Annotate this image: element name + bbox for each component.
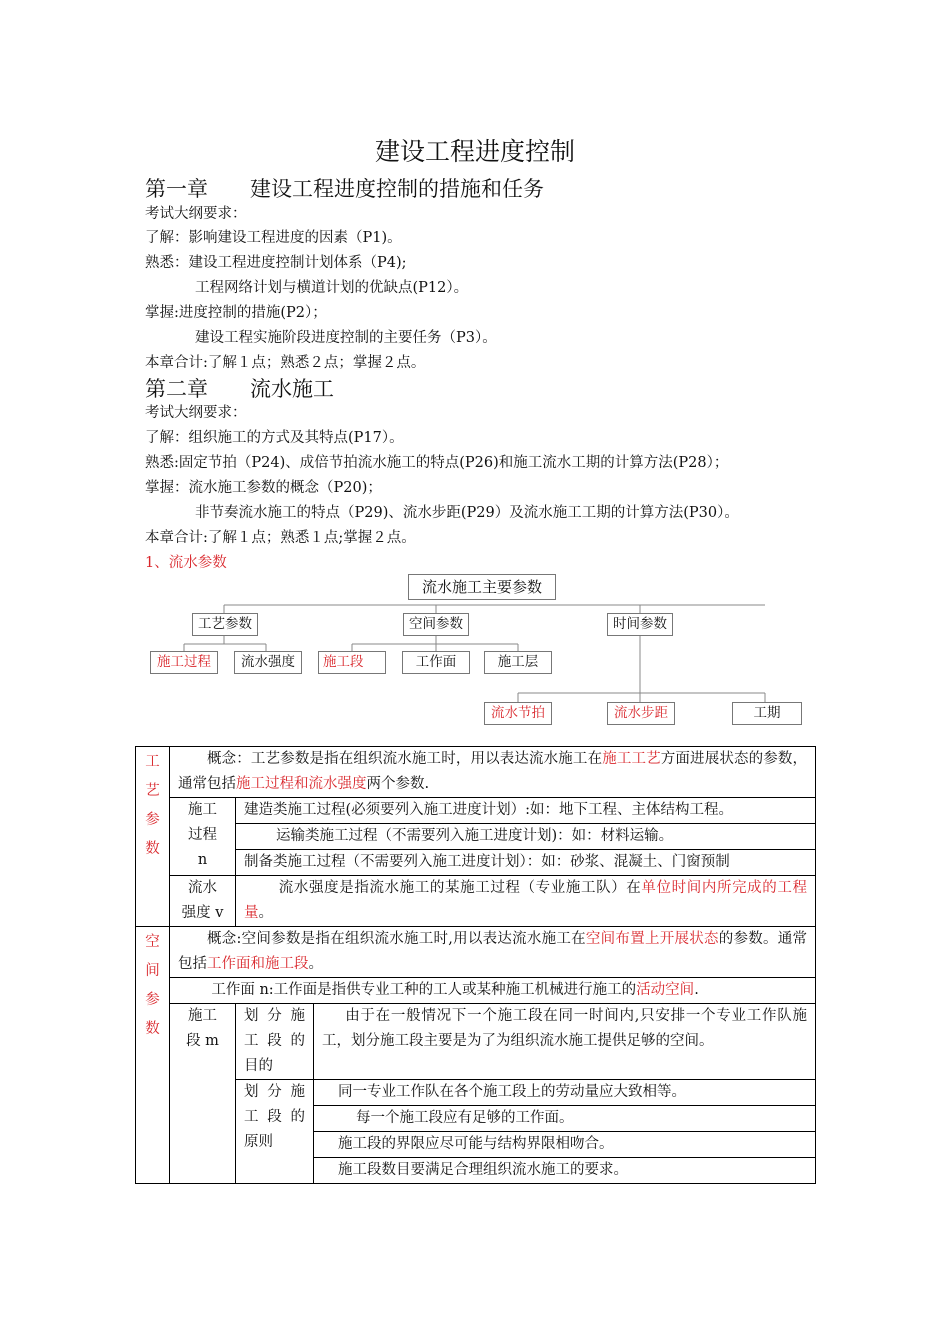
ch2-line-total: 本章合计:了解１点；熟悉１点;掌握２点。 [145, 530, 416, 546]
construction-process-label-cell: 施工 过程 n [170, 798, 236, 876]
diagram-leaf-flow-intensity: 流水强度 [234, 651, 302, 674]
ch2-line-understand: 了解：组织施工的方式及其特点(P17）。 [145, 430, 404, 446]
diagram-leaf-duration: 工期 [732, 702, 802, 725]
diagram-leaf-flow-step: 流水步距 [607, 702, 675, 725]
segment-principle-label-cell: 划 分 施 工 段 的 原则 [236, 1080, 314, 1184]
segment-principle-2: 每一个施工段应有足够的工作面。 [314, 1106, 816, 1132]
table-row [136, 978, 816, 1004]
diagram-leaf-flow-beat: 流水节拍 [484, 702, 552, 725]
diagram-root-box: 流水施工主要参数 [408, 574, 556, 600]
segment-principle-4: 施工段数目要满足合理组织流水施工的要求。 [314, 1158, 816, 1184]
ch2-line-master: 掌握：流水施工参数的概念（P20)； [145, 480, 382, 496]
diagram-cat-time-params: 时间参数 [607, 613, 673, 636]
ch2-line-familiar: 熟悉:固定节拍（P24)、成倍节拍流水施工的特点(P26)和施工流水工期的计算方法(P28）； [145, 455, 729, 471]
segment-principle-3: 施工段的界限应尽可能与结构界限相吻合。 [314, 1132, 816, 1158]
ch1-line-master: 掌握:进度控制的措施(P2）； [145, 305, 327, 321]
process-type-preparation-cell: 制备类施工过程（不需要列入施工进度计划）：如：砂浆、混凝土、门窗预制 [236, 850, 816, 876]
table-row [136, 1004, 816, 1080]
segment-purpose-label-cell: 划 分 施 工 段 的 目的 [236, 1004, 314, 1080]
ch1-line-syllabus: 考试大纲要求： [145, 206, 247, 222]
parameter-table [135, 746, 816, 1184]
diagram-leaf-work-face: 工作面 [402, 651, 470, 674]
ch2-line-master-2: 非节奏流水施工的特点（P29)、流水步距(P29）及流水施工工期的计算方法(P30）。 [195, 505, 739, 521]
segment-principle-1: 同一专业工作队在各个施工段上的劳动量应大致相等。 [314, 1080, 816, 1106]
diagram-cat-process-params: 工艺参数 [192, 613, 258, 636]
ch2-line-syllabus: 考试大纲要求： [145, 405, 247, 421]
diagram-leaf-construction-process: 施工过程 [150, 651, 218, 674]
process-params-category-cell: 工 艺 参 数 [136, 747, 170, 927]
ch1-line-understand: 了解：影响建设工程进度的因素（P1)。 [145, 230, 402, 246]
chapter1-heading: 第一章 建设工程进度控制的措施和任务 [145, 177, 544, 201]
ch1-line-master-2: 建设工程实施阶段进度控制的主要任务（P3）。 [195, 330, 497, 346]
process-params-concept-cell: 概念：工艺参数是指在组织流水施工时，用以表达流水施工在施工工艺方面进展状态的参数，通常包括施工过程和流水强度两个参数. [170, 747, 816, 798]
section-heading-flow-params: 1、流水参数 [145, 555, 227, 571]
segment-label-cell: 施工 段 m [170, 1004, 236, 1184]
table-row [136, 1080, 816, 1106]
diagram-leaf-construction-layer: 施工层 [484, 651, 552, 674]
space-params-category-cell: 空 间 参 数 [136, 927, 170, 1184]
table-row [136, 798, 816, 824]
diagram-leaf-construction-segment: 施工段 [318, 651, 386, 674]
work-face-definition-cell: 工作面 n:工作面是指供专业工种的工人或某种施工机械进行施工的活动空间. [170, 978, 816, 1004]
process-type-transport-cell: 运输类施工过程（不需要列入施工进度计划)：如：材料运输。 [236, 824, 816, 850]
chapter2-heading: 第二章 流水施工 [145, 377, 334, 401]
table-row [136, 850, 816, 876]
diagram-cat-space-params: 空间参数 [403, 613, 469, 636]
ch1-line-familiar: 熟悉：建设工程进度控制计划体系（P4); [145, 255, 407, 271]
segment-purpose-text-cell: 由于在一般情况下一个施工段在同一时间内,只安排一个专业工作队施工，划分施工段主要是为了为组织流水施工提供足够的空间。 [314, 1004, 816, 1080]
table-row [136, 927, 816, 978]
document-title: 建设工程进度控制 [374, 137, 575, 166]
flow-intensity-definition-cell: 流水强度是指流水施工的某施工过程（专业施工队）在单位时间内所完成的工程量。 [236, 876, 816, 927]
process-type-building-cell: 建造类施工过程(必须要列入施工进度计划）:如：地下工程、主体结构工程。 [236, 798, 816, 824]
ch1-line-familiar-2: 工程网络计划与横道计划的优缺点(P12）。 [195, 280, 469, 296]
space-params-concept-cell: 概念:空间参数是指在组织流水施工时,用以表达流水施工在空间布置上开展状态的参数。通常包括工作面和施工段。 [170, 927, 816, 978]
table-row [136, 876, 816, 927]
ch1-line-total: 本章合计:了解１点；熟悉２点；掌握２点。 [145, 355, 426, 371]
flow-intensity-label-cell: 流水 强度 v [170, 876, 236, 927]
table-row [136, 747, 816, 798]
table-row [136, 824, 816, 850]
